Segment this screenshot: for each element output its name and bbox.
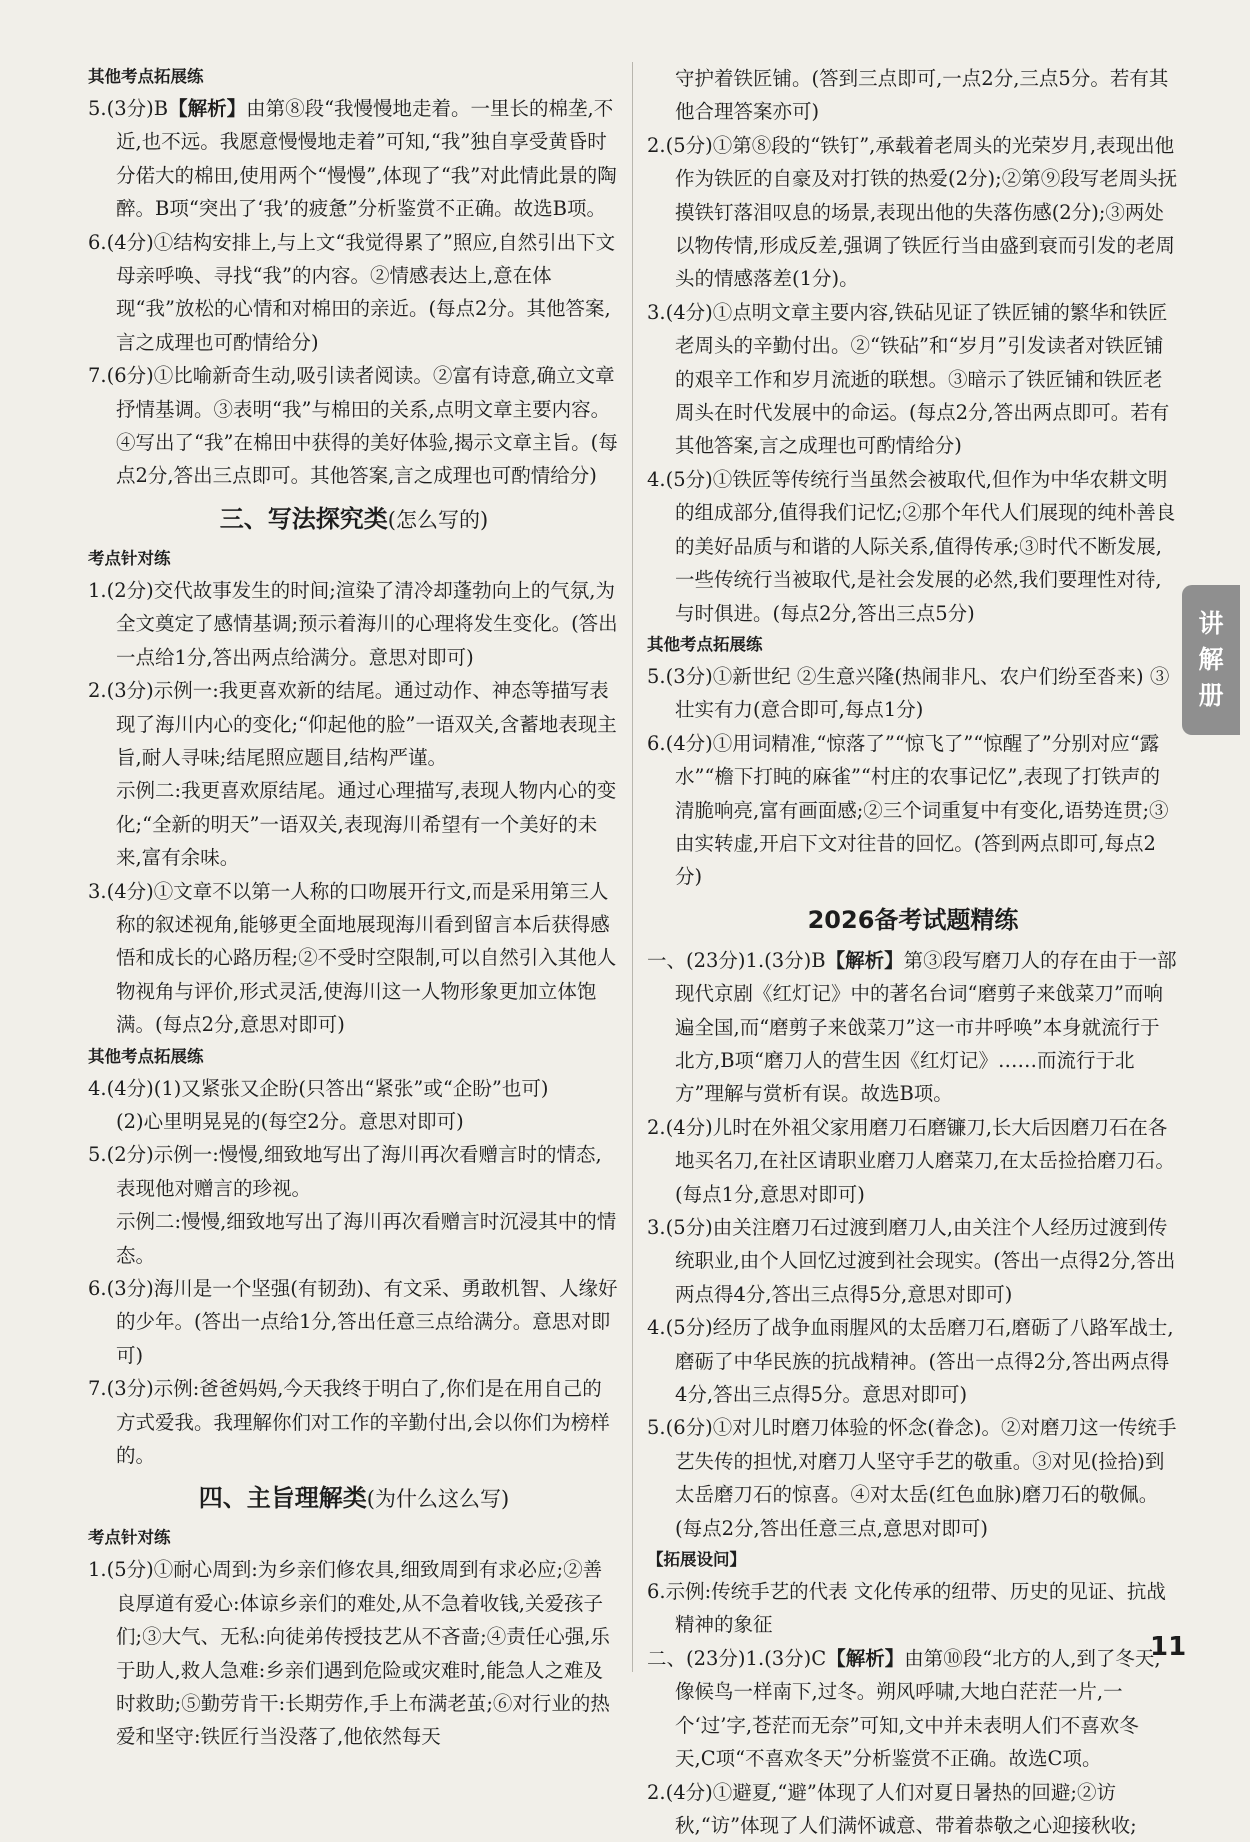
answer-number: 1.: [88, 1558, 107, 1581]
answer-text: (3分)B: [107, 97, 168, 120]
answer-continuation: 示例二:慢慢,细致地写出了海川再次看赠言时沉浸其中的情态。: [88, 1205, 620, 1272]
section-title-note: (怎么写的): [388, 508, 488, 532]
answer-text: (3分)示例一:我更喜欢新的结尾。通过动作、神态等描写表现了海川内心的变化;“仰起他的脸”一语双关,含蓄地表现主旨,耐人寻味;结尾照应题目,结构严谨。: [107, 679, 617, 769]
answer-text: (23分)1.(3分)C: [686, 1647, 826, 1670]
answer-text: (4分)①文章不以第一人称的口吻展开行文,而是采用第三人称的叙述视角,能够更全面地展现海川看到留言本后获得感悟和成长的心路历程;②不受时空限制,可以自然引入其他人物视角与评价,形式灵活,使海川这一人物形象更加立体饱满。(每点2分,意思对即可): [107, 880, 617, 1037]
answer-item: [88, 1372, 620, 1472]
section-title: [88, 497, 620, 542]
answer-text: (23分)1.(3分)B: [686, 949, 826, 972]
answer-number: 4.: [88, 1077, 107, 1100]
answer-item: [647, 1111, 1179, 1211]
answer-item: [88, 674, 620, 774]
answer-number: 6.: [647, 1580, 666, 1603]
answer-item: [88, 1138, 620, 1205]
analysis-text: 由第⑧段“我慢慢地走着。一里长的棉垄,不近,也不远。我愿意慢慢地走着”可知,“我”独自享受黄昏时分偌大的棉田,使用两个“慢慢”,体现了“我”对此情此景的陶醉。B项“突出了‘我’的疲惫”分析鉴赏不正确。故选B项。: [116, 97, 617, 220]
answer-number: 2.: [647, 1781, 666, 1804]
answer-item: [647, 1776, 1179, 1842]
answer-number: 2.: [647, 134, 666, 157]
side-tab-lecture-book: [1182, 585, 1240, 735]
subsection-heading: 其他考点拓展练: [88, 62, 620, 92]
answer-continuation: 守护着铁匠铺。(答到三点即可,一点2分,三点5分。若有其他合理答案亦可): [647, 62, 1179, 129]
subsection-heading: 其他考点拓展练: [88, 1042, 620, 1072]
answer-number: 5.: [647, 1416, 666, 1439]
analysis-text: 由第⑩段“北方的人,到了冬天,像候鸟一样南下,过冬。朔风呼啸,大地白茫茫一片,一个‘过’字,苍茫而无奈”可知,文中并未表明人们不喜欢冬天,C项“不喜欢冬天”分析鉴赏不正确。故选C项。: [675, 1647, 1161, 1770]
column-divider: [632, 62, 633, 1672]
answer-text: (5分)①耐心周到:为乡亲们修农具,细致周到有求必应;②善良厚道有爱心:体谅乡亲们的难处,从不急着收钱,关爱孩子们;③大气、无私:向徒弟传授技艺从不吝啬;④责任心强,乐于助人,救人急难:乡亲们遇到危险或灾难时,能急人之难及时救助;⑤勤劳肯干:长期劳作,手上布满老茧;⑥对行业的热爱和坚守:铁匠行当没落了,他依然每天: [107, 1558, 610, 1748]
left-column: [88, 62, 620, 1754]
answer-text: (3分)示例:爸爸妈妈,今天我终于明白了,你们是在用自己的方式爱我。我理解你们对工作的辛勤付出,会以你们为榜样的。: [107, 1377, 610, 1467]
answer-item: [647, 1575, 1179, 1642]
side-tab-char: 讲: [1198, 606, 1223, 642]
answer-text: (5分)①铁匠等传统行当虽然会被取代,但作为中华农耕文明的组成部分,值得我们记忆;②那个年代人们展现的纯朴善良的美好品质与和谐的人际关系,值得传承;③时代不断发展,一些传统行当被取代,是社会发展的必然,我们要理性对待,与时俱进。(每点2分,答出三点5分): [666, 468, 1176, 625]
answer-text: (5分)由关注磨刀石过渡到磨刀人,由关注个人经历过渡到传统职业,由个人回忆过渡到社会现实。(答出一点得2分,答出两点得4分,答出三点得5分,意思对即可): [666, 1216, 1176, 1306]
subsection-heading: 考点针对练: [88, 1523, 620, 1553]
answer-item: [647, 1642, 1179, 1776]
answer-number: 一、: [647, 949, 686, 972]
answer-continuation: (2)心里明晃晃的(每空2分。意思对即可): [88, 1105, 620, 1138]
section-title: [647, 898, 1179, 942]
answer-text: (4分)儿时在外祖父家用磨刀石磨镰刀,长大后因磨刀石在各地买名刀,在社区请职业磨刀人磨菜刀,在太岳捡拾磨刀石。(每点1分,意思对即可): [666, 1116, 1175, 1206]
answer-number: 6.: [647, 732, 666, 755]
subsection-heading: 其他考点拓展练: [647, 630, 1179, 660]
answer-item: [88, 92, 620, 226]
analysis-text: 第③段写磨刀人的存在由于一部现代京剧《红灯记》中的著名台词“磨剪子来戗菜刀”而响遍全国,而“磨剪子来戗菜刀”这一市井呼唤”本身就流行于北方,B项“磨刀人的营生因《红灯记》……而流行于北方”理解与赏析有误。故选B项。: [675, 949, 1177, 1106]
right-column: [647, 62, 1179, 1842]
answer-item: [647, 129, 1179, 296]
answer-number: 4.: [647, 1316, 666, 1339]
answer-item: [88, 574, 620, 674]
answer-text: (4分)①用词精准,“惊落了”“惊飞了”“惊醒了”分别对应“露水”“檐下打盹的麻雀”“村庄的农事记忆”,表现了打铁声的清脆响亮,富有画面感;②三个词重复中有变化,语势连贯;③由实转虚,开启下文对往昔的回忆。(答到两点即可,每点2分): [666, 732, 1169, 889]
side-tab-char: 解: [1198, 642, 1223, 678]
section-title: [88, 1476, 620, 1521]
analysis-tag: 【解析】: [826, 949, 904, 972]
answer-text: (4分)①结构安排上,与上文“我觉得累了”照应,自然引出下文母亲呼唤、寻找“我”的内容。②情感表达上,意在体现“我”放松的心情和对棉田的亲近。(每点2分。其他答案,言之成理也可酌情给分): [107, 231, 615, 354]
section-title-text: 四、主旨理解类: [199, 1484, 367, 1512]
answer-text: (3分)海川是一个坚强(有韧劲)、有文采、勇敢机智、人缘好的少年。(答出一点给1分,答出任意三点给满分。意思对即可): [107, 1277, 618, 1367]
answer-number: 1.: [88, 579, 107, 602]
answer-text: (2分)示例一:慢慢,细致地写出了海川再次看赠言时的情态,表现他对赠言的珍视。: [107, 1143, 602, 1199]
subsection-heading: 【拓展设问】: [647, 1545, 1179, 1575]
answer-item: [88, 1553, 620, 1753]
answer-item: [88, 1072, 620, 1105]
answer-item: [647, 660, 1179, 727]
answer-item: [647, 1311, 1179, 1411]
answer-text: (5分)经历了战争血雨腥风的太岳磨刀石,磨砺了八路军战士,磨砺了中华民族的抗战精神。(答出一点得2分,答出两点得4分,答出三点得5分。意思对即可): [666, 1316, 1174, 1406]
answer-number: 6.: [88, 1277, 107, 1300]
answer-number: 5.: [88, 97, 107, 120]
section-title-note: (为什么这么写): [367, 1487, 509, 1511]
section-title-text: 三、写法探究类: [220, 505, 388, 533]
answer-item: [647, 1411, 1179, 1545]
answer-item: [647, 296, 1179, 463]
answer-item: [647, 944, 1179, 1111]
answer-item: [647, 1211, 1179, 1311]
answer-number: 二、: [647, 1647, 686, 1670]
page-number: 11: [1150, 1632, 1186, 1662]
answer-number: 2.: [647, 1116, 666, 1139]
answer-text: (2分)交代故事发生的时间;渲染了清冷却蓬勃向上的气氛,为全文奠定了感情基调;预示着海川的心理将发生变化。(答出一点给1分,答出两点给满分。意思对即可): [107, 579, 618, 669]
answer-continuation: 示例二:我更喜欢原结尾。通过心理描写,表现人物内心的变化;“全新的明天”一语双关,表现海川希望有一个美好的未来,富有余味。: [88, 774, 620, 874]
analysis-tag: 【解析】: [168, 97, 246, 120]
side-tab-char: 册: [1198, 678, 1223, 714]
answer-number: 5.: [88, 1143, 107, 1166]
answer-text: 示例:传统手艺的代表 文化传承的纽带、历史的见证、抗战精神的象征: [666, 1580, 1166, 1636]
answer-number: 3.: [88, 880, 107, 903]
analysis-tag: 【解析】: [826, 1647, 904, 1670]
answer-number: 2.: [88, 679, 107, 702]
section-title-text: 2026备考试题精练: [808, 906, 1019, 934]
answer-text: (3分)①新世纪 ②生意兴隆(热闹非凡、农户们纷至沓来) ③壮实有力(意合即可,每点1分): [666, 665, 1170, 721]
answer-text: (6分)①对儿时磨刀体验的怀念(眷念)。②对磨刀这一传统手艺失传的担忧,对磨刀人坚守手艺的敬重。③对见(捡拾)到太岳磨刀石的惊喜。④对太岳(红色血脉)磨刀石的敬佩。(每点2分,答出任意三点,意思对即可): [666, 1416, 1177, 1539]
answer-item: [647, 727, 1179, 894]
answer-number: 6.: [88, 231, 107, 254]
answer-item: [88, 226, 620, 360]
answer-number: 3.: [647, 1216, 666, 1239]
answer-number: 5.: [647, 665, 666, 688]
answer-number: 7.: [88, 1377, 107, 1400]
answer-text: (4分)①避夏,“避”体现了人们对夏日暑热的回避;②访秋,“访”体现了人们满怀诚意、带着恭敬之心迎接秋收;: [666, 1781, 1137, 1837]
answer-item: [647, 463, 1179, 630]
answer-item: [88, 875, 620, 1042]
subsection-heading: 考点针对练: [88, 544, 620, 574]
answer-number: 7.: [88, 364, 107, 387]
answer-number: 3.: [647, 301, 666, 324]
answer-item: [88, 1272, 620, 1372]
answer-text: (4分)(1)又紧张又企盼(只答出“紧张”或“企盼”也可): [107, 1077, 549, 1100]
answer-number: 4.: [647, 468, 666, 491]
answer-text: (4分)①点明文章主要内容,铁砧见证了铁匠铺的繁华和铁匠老周头的辛勤付出。②“铁砧”和“岁月”引发读者对铁匠铺的艰辛工作和岁月流逝的联想。③暗示了铁匠铺和铁匠老周头在时代发展中的命运。(每点2分,答出两点即可。若有其他答案,言之成理也可酌情给分): [666, 301, 1170, 458]
answer-item: [88, 359, 620, 493]
answer-text: (5分)①第⑧段的“铁钉”,承载着老周头的光荣岁月,表现出他作为铁匠的自豪及对打铁的热爱(2分);②第⑨段写老周头抚摸铁钉落泪叹息的场景,表现出他的失落伤感(2分);③两处以物传情,形成反差,强调了铁匠行当由盛到衰而引发的老周头的情感落差(1分)。: [666, 134, 1178, 291]
answer-text: (6分)①比喻新奇生动,吸引读者阅读。②富有诗意,确立文章抒情基调。③表明“我”与棉田的关系,点明文章主要内容。④写出了“我”在棉田中获得的美好体验,揭示文章主旨。(每点2分,答出三点即可。其他答案,言之成理也可酌情给分): [107, 364, 618, 487]
